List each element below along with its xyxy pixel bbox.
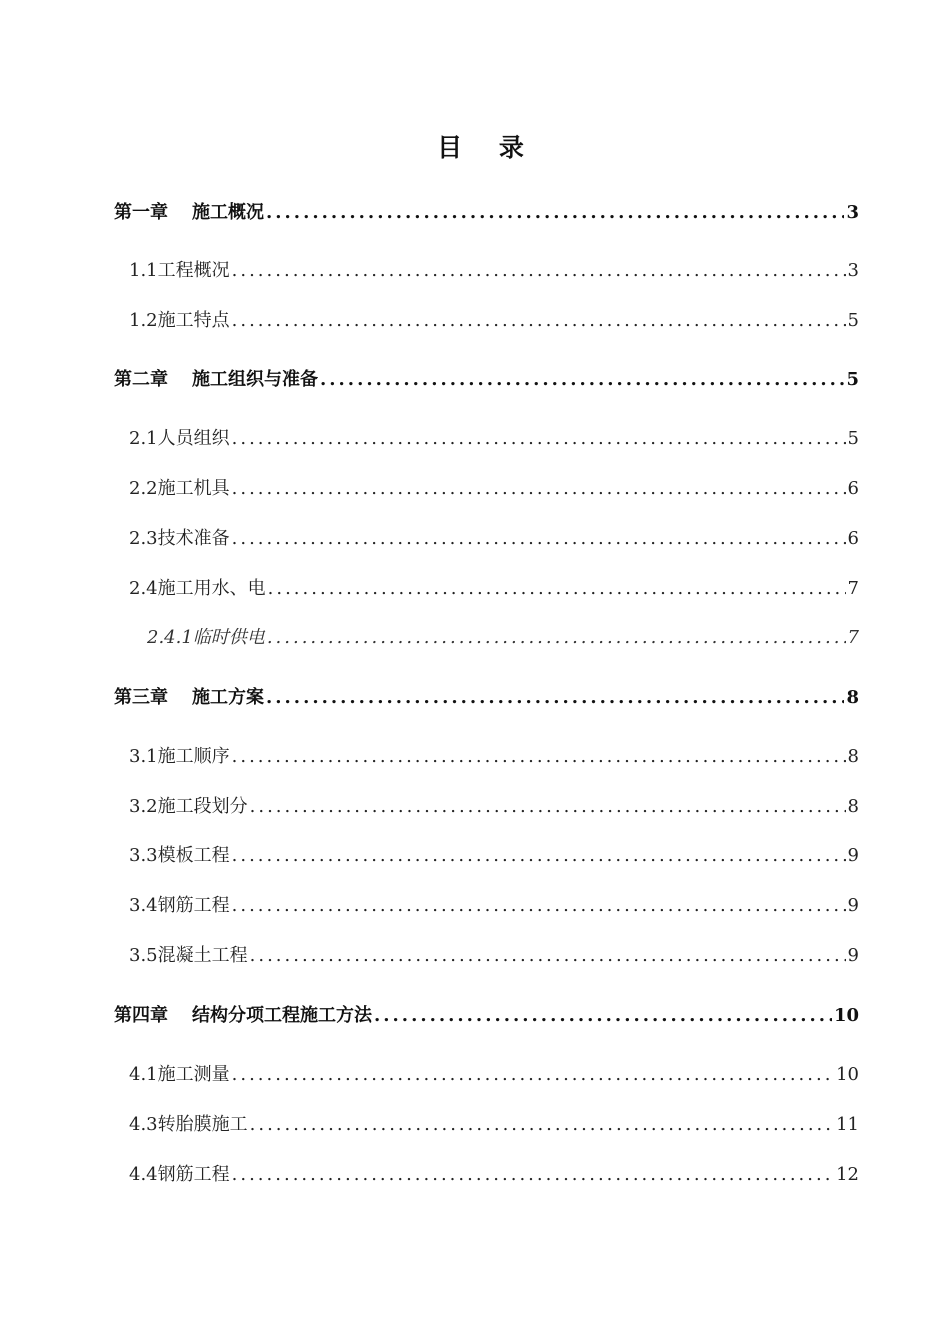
toc-dot-leader xyxy=(232,256,846,286)
toc-entry-number: 1.1 xyxy=(129,260,158,281)
toc-entry-text: 技术准备 xyxy=(157,528,230,549)
toc-entry[interactable] xyxy=(114,1001,859,1031)
toc-entry[interactable] xyxy=(114,198,859,228)
toc-entry-label xyxy=(129,474,230,504)
toc-entry-text: 施工顺序 xyxy=(157,746,230,767)
toc-page-number: 10 xyxy=(833,1005,859,1026)
toc-entry-text: 施工测量 xyxy=(157,1064,230,1085)
toc-entry[interactable] xyxy=(129,256,859,286)
toc-entry-number: 第四章 xyxy=(114,1005,168,1026)
toc-entry-label xyxy=(129,1060,230,1090)
toc-page-number: 5 xyxy=(847,310,859,331)
toc-entry[interactable] xyxy=(147,623,859,653)
toc-entry-number: 4.1 xyxy=(129,1064,158,1085)
toc-page-number: 3 xyxy=(846,202,859,223)
toc-dot-leader xyxy=(266,683,844,713)
toc-entry-label xyxy=(114,1001,372,1031)
toc-entry-label xyxy=(129,1160,230,1190)
toc-dot-leader xyxy=(250,1110,834,1140)
toc-entry-label xyxy=(129,524,230,554)
toc-entry[interactable] xyxy=(114,683,859,713)
toc-entry-label xyxy=(114,683,264,713)
toc-entry-label xyxy=(129,1110,248,1140)
toc-entry-number: 1.2 xyxy=(129,310,158,331)
toc-entry-label xyxy=(114,365,318,395)
toc-dot-leader xyxy=(232,891,846,921)
toc-entry-text: 混凝土工程 xyxy=(157,945,248,966)
toc-entry-number: 4.3 xyxy=(129,1114,158,1135)
toc-entry-number: 3.4 xyxy=(129,895,158,916)
toc-entry-label xyxy=(129,742,230,772)
toc-page-number: 8 xyxy=(846,687,859,708)
toc-entry-text: 结构分项工程施工方法 xyxy=(192,1005,372,1026)
toc-entry[interactable] xyxy=(129,524,859,554)
toc-entry-number: 3.2 xyxy=(129,796,158,817)
toc-entry-label xyxy=(129,941,248,971)
toc-entry-label xyxy=(129,306,230,336)
toc-entry-text: 施工段划分 xyxy=(157,796,248,817)
toc-entry-label xyxy=(129,574,266,604)
toc-entry[interactable] xyxy=(129,574,859,604)
toc-dot-leader xyxy=(266,198,844,228)
toc-page-number: 9 xyxy=(847,945,859,966)
toc-page-number: 12 xyxy=(836,1164,859,1185)
toc-entry[interactable] xyxy=(114,365,859,395)
toc-entry-label xyxy=(129,424,230,454)
toc-entry-text: 施工概况 xyxy=(192,202,264,223)
toc-dot-leader xyxy=(232,742,846,772)
toc-entry-label xyxy=(129,841,230,871)
toc-entry-text: 人员组织 xyxy=(157,428,230,449)
toc-entry-text: 转胎膜施工 xyxy=(157,1114,248,1135)
toc-entry-label xyxy=(114,198,264,228)
toc-entry-text: 模板工程 xyxy=(157,845,230,866)
toc-entry-number: 2.1 xyxy=(129,428,158,449)
toc-entry[interactable] xyxy=(129,306,859,336)
toc-page-number: 7 xyxy=(847,627,859,648)
toc-entry-text: 工程概况 xyxy=(157,260,230,281)
toc-page-number: 6 xyxy=(847,528,859,549)
toc-entry-label xyxy=(147,623,265,653)
toc-entry-text: 施工用水、电 xyxy=(157,578,266,599)
toc-entry[interactable] xyxy=(129,474,859,504)
toc-dot-leader xyxy=(232,1060,834,1090)
toc-entry[interactable] xyxy=(129,742,859,772)
toc-dot-leader xyxy=(232,524,846,554)
toc-entry[interactable] xyxy=(129,792,859,822)
toc-dot-leader xyxy=(250,941,846,971)
toc-dot-leader xyxy=(250,792,846,822)
toc-entry-number: 第二章 xyxy=(114,369,168,390)
toc-dot-leader xyxy=(232,306,846,336)
toc-page-number: 7 xyxy=(847,578,859,599)
toc-entry[interactable] xyxy=(129,1160,859,1190)
toc-entry-text: 施工方案 xyxy=(192,687,264,708)
toc-entry-text: 施工机具 xyxy=(157,478,230,499)
toc-entry-text: 临时供电 xyxy=(192,627,265,648)
toc-entry[interactable] xyxy=(129,424,859,454)
toc-entry-number: 第三章 xyxy=(114,687,168,708)
toc-page-number: 10 xyxy=(836,1064,859,1085)
toc-dot-leader xyxy=(267,623,846,653)
toc-entry-number: 第一章 xyxy=(114,202,168,223)
toc-entry-text: 施工特点 xyxy=(157,310,230,331)
toc-entry-number: 3.3 xyxy=(129,845,158,866)
toc-entry-text: 钢筋工程 xyxy=(157,895,230,916)
toc-dot-leader xyxy=(320,365,844,395)
toc-page-number: 5 xyxy=(846,369,859,390)
toc-page-number: 8 xyxy=(847,796,859,817)
toc-page-number: 9 xyxy=(847,845,859,866)
toc-entry-number: 2.4 xyxy=(129,578,158,599)
toc-entry-label xyxy=(129,792,248,822)
toc-entry-label xyxy=(129,256,230,286)
toc-entry-number: 4.4 xyxy=(129,1164,158,1185)
toc-dot-leader xyxy=(232,424,846,454)
toc-dot-leader xyxy=(232,841,846,871)
toc-entry-text: 施工组织与准备 xyxy=(192,369,318,390)
toc-dot-leader xyxy=(268,574,846,604)
toc-entry-number: 2.4.1 xyxy=(147,627,193,648)
toc-dot-leader xyxy=(232,1160,834,1190)
toc-dot-leader xyxy=(232,474,846,504)
toc-entry[interactable] xyxy=(129,1060,859,1090)
toc-entry-label xyxy=(129,891,230,921)
toc-dot-leader xyxy=(374,1001,832,1031)
toc-entry-number: 2.2 xyxy=(129,478,158,499)
toc-entry-number: 3.1 xyxy=(129,746,158,767)
toc-page-number: 9 xyxy=(847,895,859,916)
toc-page-number: 8 xyxy=(847,746,859,767)
toc-entry[interactable] xyxy=(129,841,859,871)
toc-title: 目 录 xyxy=(437,133,538,162)
toc-entry-text: 钢筋工程 xyxy=(157,1164,230,1185)
toc-page-number: 6 xyxy=(847,478,859,499)
toc-entry-number: 2.3 xyxy=(129,528,158,549)
toc-entry[interactable] xyxy=(129,891,859,921)
toc-page-number: 11 xyxy=(836,1114,859,1135)
toc-entry-number: 3.5 xyxy=(129,945,158,966)
toc-page-number: 3 xyxy=(847,260,859,281)
toc-page-number: 5 xyxy=(847,428,859,449)
toc-entry[interactable] xyxy=(129,1110,859,1140)
toc-entry[interactable] xyxy=(129,941,859,971)
